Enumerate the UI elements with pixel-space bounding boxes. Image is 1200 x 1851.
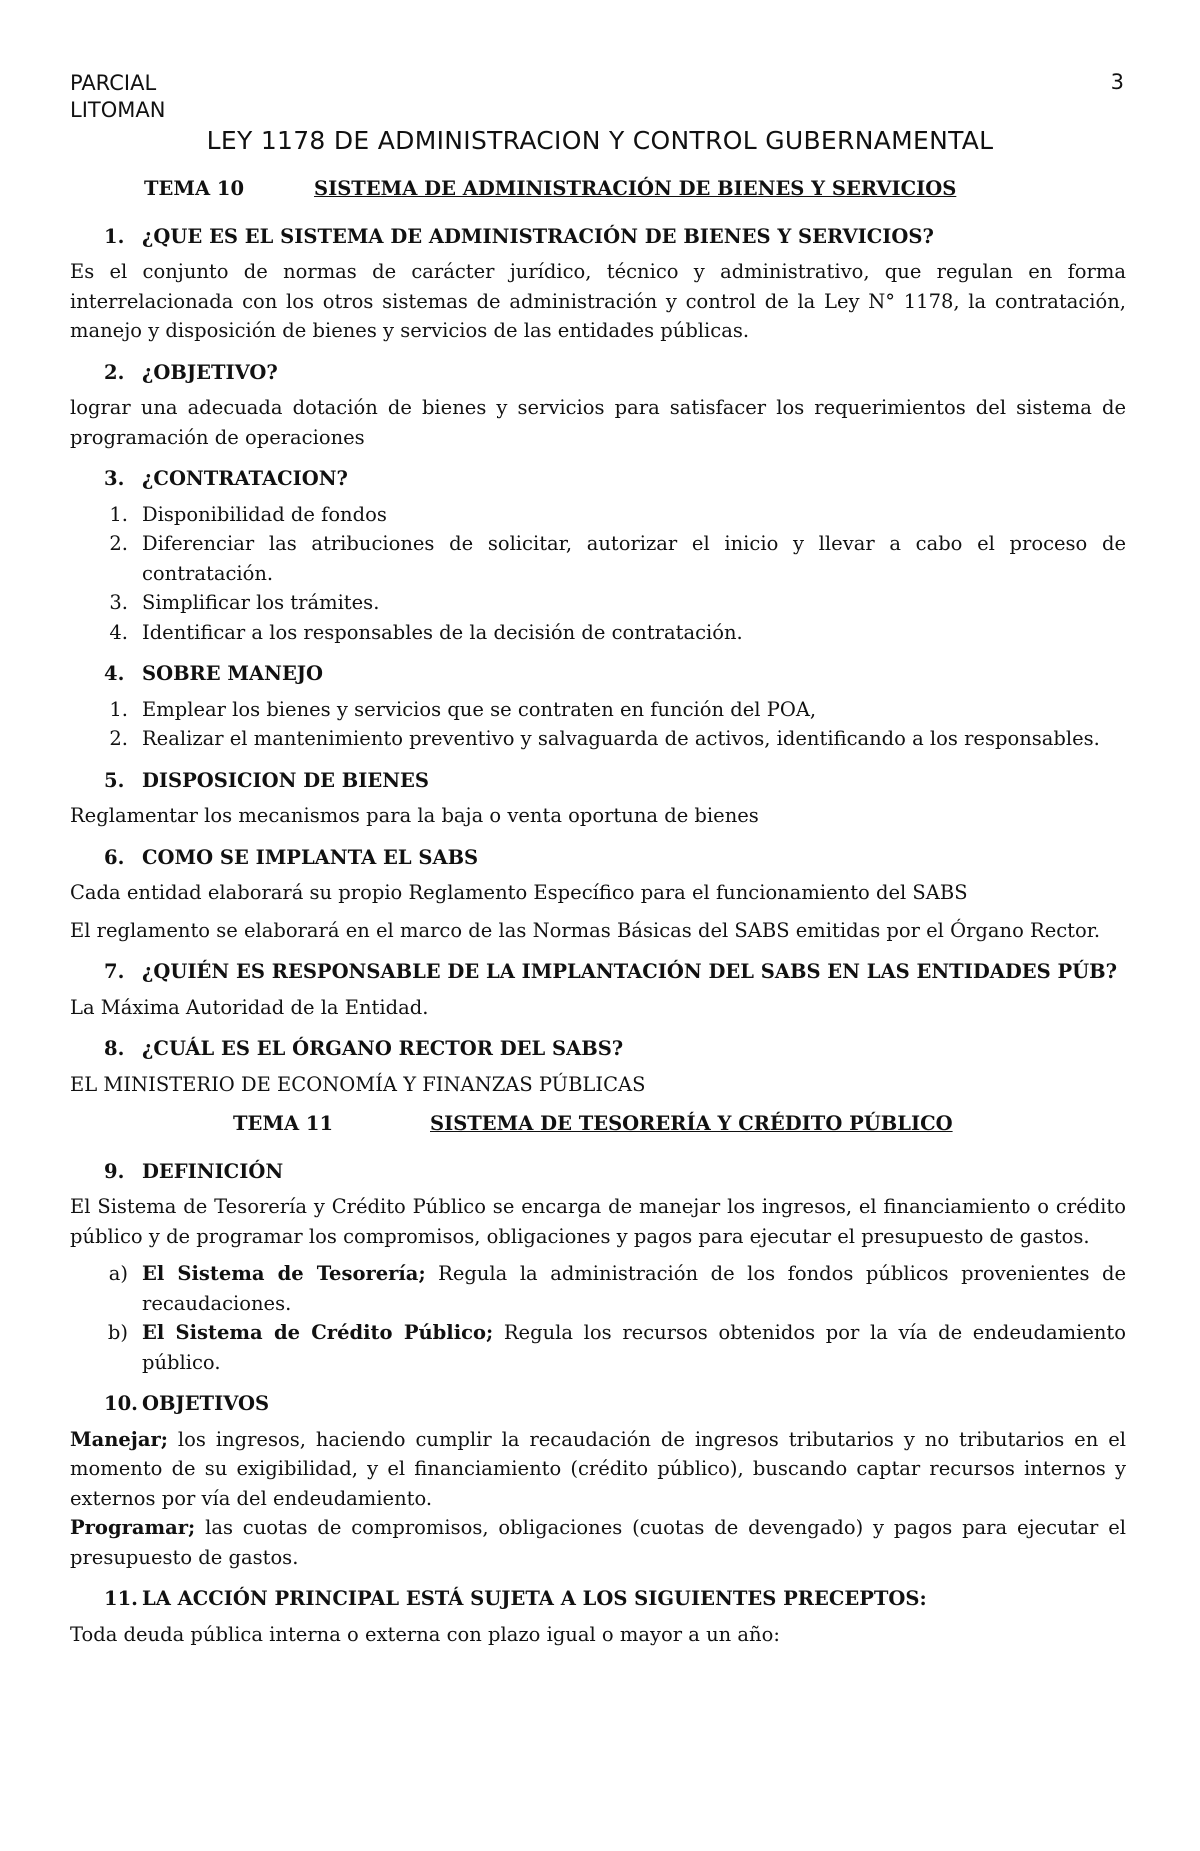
list-number: 1.	[109, 502, 128, 526]
list-text: Identificar a los responsables de la decisión de contratación.	[142, 620, 743, 644]
paragraph: Toda deuda pública interna o externa con plazo igual o mayor a un año:	[70, 1622, 780, 1646]
question-title: DISPOSICION DE BIENES	[142, 768, 430, 792]
question-heading-3	[70, 464, 1126, 494]
list-item	[70, 529, 1126, 588]
description: los ingresos, haciendo cumplir la recaudación de ingresos tributarios y no tributarios en el momento de su exigibilidad, y el financiamiento (crédito público), buscando captar recursos internos y externos por vía del endeudamiento.	[70, 1427, 1126, 1510]
question-title: ¿CUÁL ES EL ÓRGANO RECTOR DEL SABS?	[142, 1037, 624, 1060]
header-left	[70, 70, 165, 124]
list-text: Disponibilidad de fondos	[142, 502, 387, 526]
question-number: 8.	[104, 1037, 125, 1060]
list-text: Simplificar los trámites.	[142, 591, 380, 614]
list-item	[70, 1318, 1126, 1377]
list-term: El Sistema de Crédito Público;	[142, 1321, 494, 1344]
paragraph: El Sistema de Tesorería y Crédito Público se encarga de manejar los ingresos, el financiamiento o crédito público y de programar los compromisos, obligaciones y pagos para ejecutar el presupuesto de gastos.	[70, 1195, 1126, 1248]
list-item	[70, 695, 1126, 725]
paragraph: Cada entidad elaborará su propio Reglamento Específico para el funcionamiento del SABS	[70, 881, 968, 904]
list-number: 3.	[109, 591, 128, 614]
question-title: OBJETIVOS	[142, 1392, 270, 1415]
question-title: SOBRE MANEJO	[142, 662, 324, 685]
question-heading-5	[70, 766, 1126, 796]
question-number: 9.	[104, 1159, 125, 1183]
header-line-1: PARCIAL	[70, 71, 157, 95]
numbered-list	[70, 500, 1126, 648]
question-heading-7	[70, 957, 1126, 987]
term: Manejar;	[70, 1427, 168, 1451]
question-number: 11.	[104, 1587, 138, 1610]
list-term: El Sistema de Tesorería;	[142, 1262, 426, 1285]
paragraph: El reglamento se elaborará en el marco de las Normas Básicas del SABS emitidas por el Órgano Rector.	[70, 918, 1101, 942]
document-body	[70, 174, 1126, 1657]
question-heading-1	[70, 222, 1126, 252]
question-title: COMO SE IMPLANTA EL SABS	[142, 845, 479, 869]
question-title: LA ACCIÓN PRINCIPAL ESTÁ SUJETA A LOS SIGUIENTES PRECEPTOS:	[142, 1587, 927, 1610]
section-heading-tema-11	[70, 1109, 1126, 1139]
list-letter: b)	[107, 1321, 128, 1344]
question-number: 5.	[104, 768, 125, 792]
question-heading-9	[70, 1157, 1126, 1187]
list-item	[70, 724, 1126, 754]
paragraph: La Máxima Autoridad de la Entidad.	[70, 995, 429, 1019]
list-description: Regula la administración de los fondos públicos provenientes de recaudaciones.	[142, 1262, 1126, 1315]
question-title: ¿OBJETIVO?	[142, 360, 278, 384]
list-item	[70, 1259, 1126, 1318]
question-title: ¿CONTRATACION?	[142, 467, 348, 490]
page-number: 3	[1110, 70, 1124, 94]
question-number: 2.	[104, 360, 125, 384]
question-number: 10.	[104, 1392, 138, 1415]
list-text: Realizar el mantenimiento preventivo y salvaguarda de activos, identificando a los responsables.	[142, 727, 1100, 750]
question-title: ¿QUIÉN ES RESPONSABLE DE LA IMPLANTACIÓN DEL SABS EN LAS ENTIDADES PÚB?	[142, 960, 1118, 983]
list-text	[142, 1318, 1126, 1377]
paragraph: EL MINISTERIO DE ECONOMÍA Y FINANZAS PÚBLICAS	[70, 1072, 646, 1096]
numbered-list	[70, 695, 1126, 754]
paragraph: Reglamentar los mecanismos para la baja o venta oportuna de bienes	[70, 804, 759, 827]
question-number: 3.	[104, 467, 125, 490]
list-number: 4.	[109, 620, 128, 644]
list-text: Emplear los bienes y servicios que se contraten en función del POA,	[142, 697, 817, 721]
paragraph	[70, 1425, 1126, 1514]
description: las cuotas de compromisos, obligaciones (cuotas de devengado) y pagos para ejecutar el presupuesto de gastos.	[70, 1516, 1126, 1569]
list-item	[70, 618, 1126, 648]
question-heading-11	[70, 1584, 1126, 1614]
question-number: 4.	[104, 662, 125, 685]
tema-title: SISTEMA DE ADMINISTRACIÓN DE BIENES Y SERVICIOS	[314, 177, 957, 200]
header-line-2: LITOMAN	[70, 98, 166, 122]
question-heading-4	[70, 659, 1126, 689]
list-text: Diferenciar las atribuciones de solicitar, autorizar el inicio y llevar a cabo el proceso de contratación.	[142, 532, 1126, 585]
list-number: 2.	[109, 727, 128, 750]
question-number: 1.	[104, 224, 125, 248]
question-heading-10	[70, 1389, 1126, 1419]
tema-label: TEMA 10	[144, 177, 245, 200]
question-title: ¿QUE ES EL SISTEMA DE ADMINISTRACIÓN DE BIENES Y SERVICIOS?	[142, 224, 934, 248]
list-number: 2.	[109, 532, 128, 555]
list-item	[70, 588, 1126, 618]
tema-label: TEMA 11	[233, 1112, 334, 1135]
term: Programar;	[70, 1516, 196, 1539]
list-item	[70, 500, 1126, 530]
document-title: LEY 1178 DE ADMINISTRACION Y CONTROL GUBERNAMENTAL	[206, 126, 994, 155]
list-text	[142, 1259, 1126, 1318]
lettered-list	[70, 1259, 1126, 1377]
paragraph: lograr una adecuada dotación de bienes y servicios para satisfacer los requerimientos del sistema de programación de operaciones	[70, 396, 1126, 449]
question-heading-6	[70, 843, 1126, 873]
list-letter: a)	[108, 1262, 128, 1285]
question-heading-8	[70, 1034, 1126, 1064]
paragraph	[70, 1513, 1126, 1572]
question-heading-2	[70, 358, 1126, 388]
list-number: 1.	[109, 697, 128, 721]
question-number: 6.	[104, 845, 125, 869]
section-heading-tema-10	[70, 174, 1126, 204]
question-title: DEFINICIÓN	[142, 1159, 284, 1183]
paragraph: Es el conjunto de normas de carácter jurídico, técnico y administrativo, que regulan en forma interrelacionada con los otros sistemas de administración y control de la Ley N° 1178, la contratación, manejo y disposición de bienes y servicios de las entidades públicas.	[70, 260, 1126, 342]
tema-title: SISTEMA DE TESORERÍA Y CRÉDITO PÚBLICO	[430, 1112, 953, 1135]
question-number: 7.	[104, 960, 125, 983]
list-description: Regula los recursos obtenidos por la vía de endeudamiento público.	[142, 1321, 1126, 1374]
